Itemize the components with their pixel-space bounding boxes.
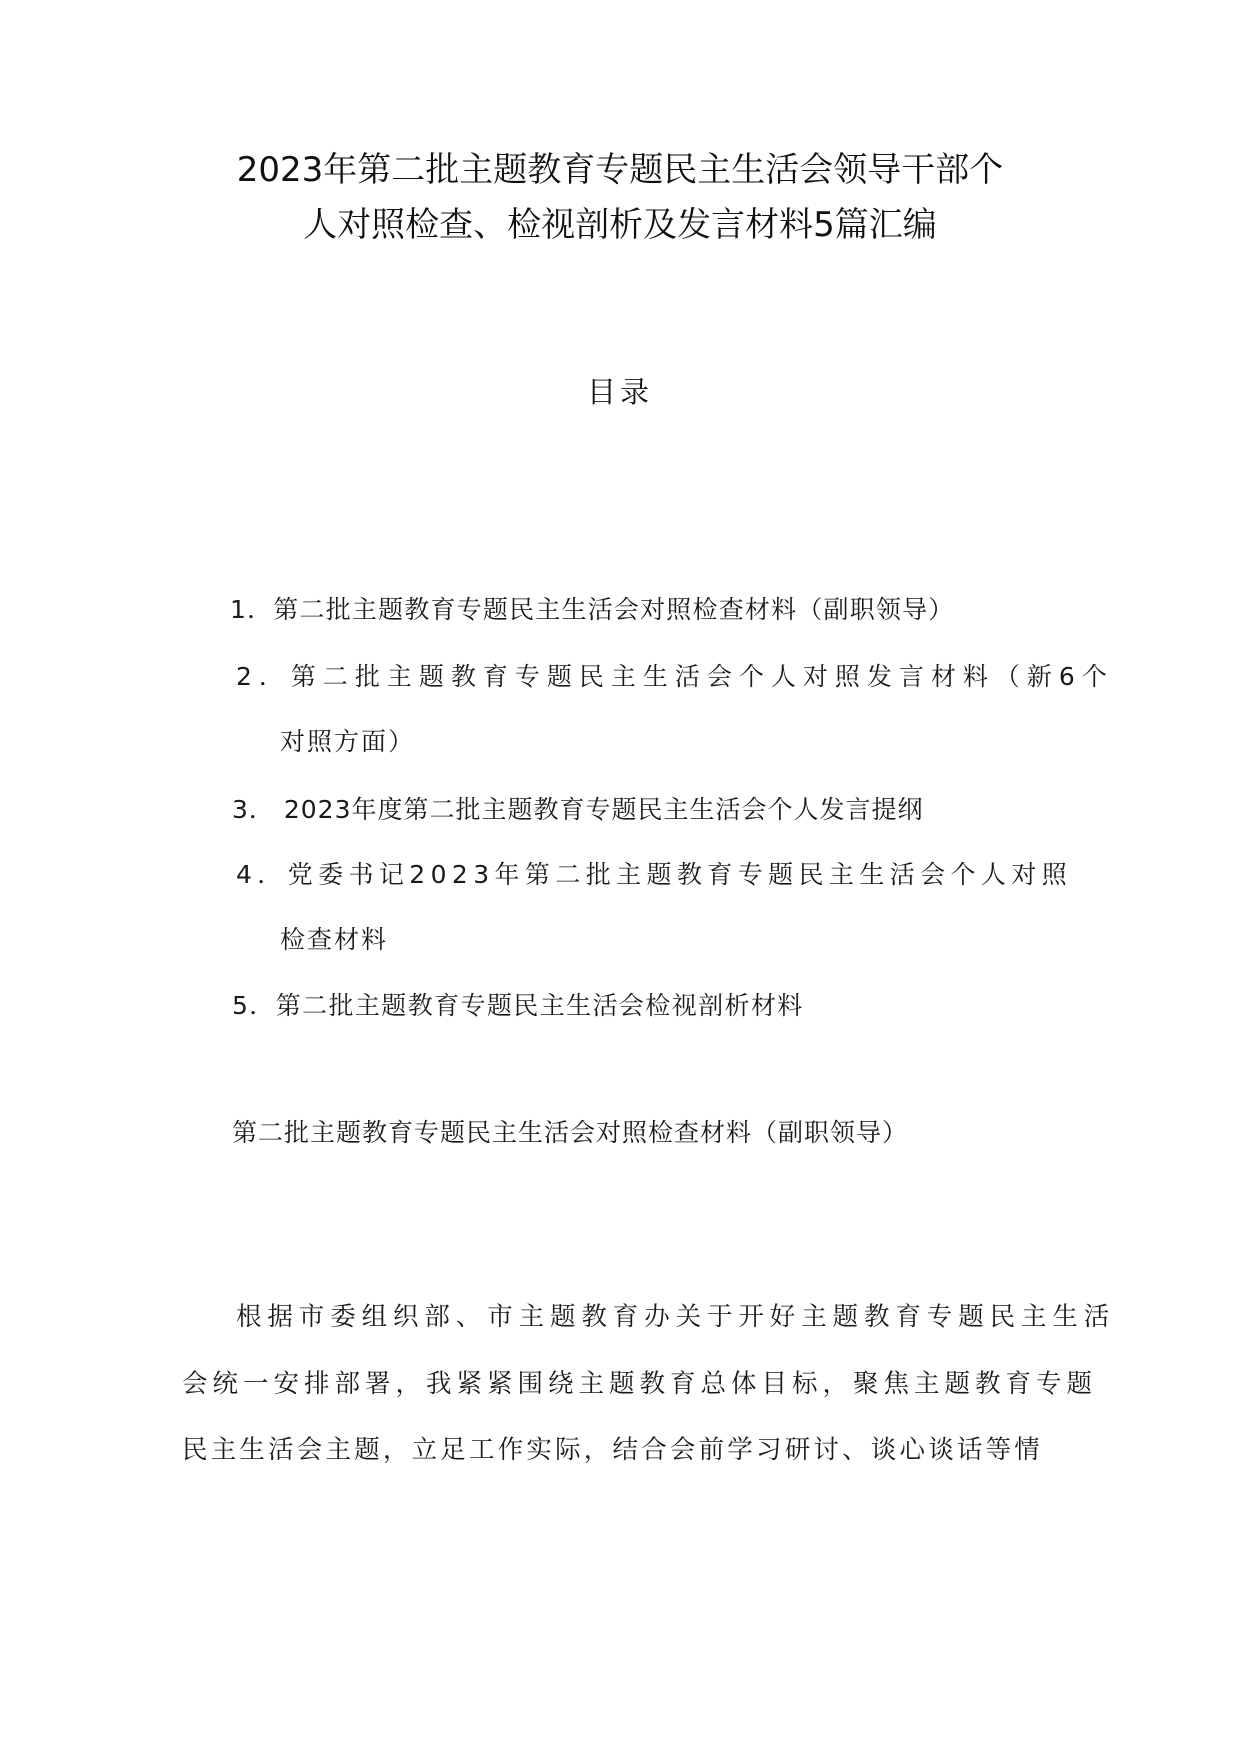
document-title-line-1: 2023年第二批主题教育专题民主生活会领导干部个	[236, 150, 1004, 190]
body-paragraph-line-2: 会统一安排部署，我紧紧围绕主题教育总体目标，聚焦主题教育专题	[182, 1369, 1098, 1399]
toc-item-1: 1．第二批主题教育专题民主生活会对照检查材料（副职领导）	[230, 595, 955, 624]
toc-item-4: 4．党委书记2023年第二批主题教育专题民主生活会个人对照	[236, 860, 1073, 889]
body-paragraph-line-1: 根据市委组织部、市主题教育办关于开好主题教育专题民主生活	[236, 1302, 1116, 1332]
toc-item-2-continued: 对照方面）	[280, 727, 416, 756]
body-paragraph-line-3: 民主生活会主题，立足工作实际，结合会前学习研讨、谈心谈话等情	[182, 1435, 1044, 1465]
toc-item-4-continued: 检查材料	[280, 925, 389, 954]
toc-item-5: 5．第二批主题教育专题民主生活会检视剖析材料	[232, 991, 804, 1020]
document-title-line-2: 人对照检查、检视剖析及发言材料5篇汇编	[303, 205, 937, 245]
section-title: 第二批主题教育专题民主生活会对照检查材料（副职领导）	[232, 1118, 909, 1147]
toc-heading: 目录	[586, 375, 653, 409]
toc-item-3: 3． 2023年度第二批主题教育专题民主生活会个人发言提纲	[232, 795, 924, 824]
toc-item-2: 2．第二批主题教育专题民主生活会个人对照发言材料（新6个	[236, 662, 1114, 691]
